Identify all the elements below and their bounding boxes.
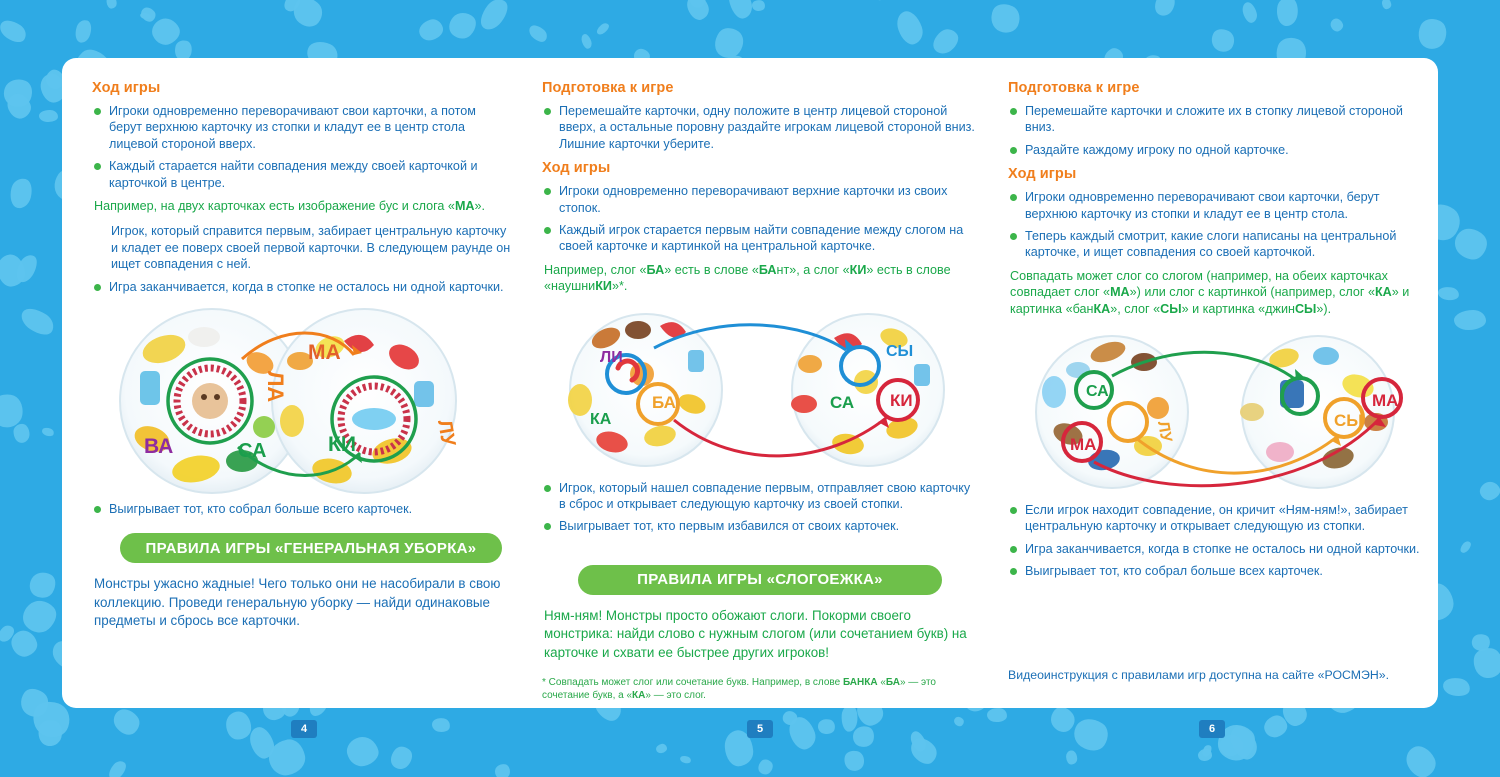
syllable-label: СА <box>830 392 855 412</box>
section-heading: Ход игры <box>542 160 611 177</box>
syllable-label: МА <box>308 341 341 365</box>
footnote: * Совпадать может слог или сочетание букв. Например, в слове БАНКА «БА» — это сочетание букв, а «КА» — это слог. <box>542 677 936 702</box>
bubble-shape <box>1458 539 1473 554</box>
list-item: Игроки одновременно переворачивают верхние карточки из своих стопок. <box>542 183 978 216</box>
bubble-shape <box>1477 479 1500 503</box>
list-item: Игроки одновременно переворачивают свои карточки, берут верхнюю карточку из стопки и кладут ее в центр стола. <box>1008 189 1422 222</box>
bubble-shape <box>73 19 94 45</box>
bubble-shape <box>726 0 755 21</box>
bullet-list <box>1008 189 1422 261</box>
list-item: Раздайте каждому игроку по одной карточке. <box>1008 142 1422 158</box>
bubble-shape <box>893 8 926 47</box>
list-item: Игра заканчивается, когда в стопке не осталось ни одной карточки. <box>1008 541 1422 557</box>
list-item: Игроки одновременно переворачивают свои карточки, а потом берут верхнюю карточку из стопки и кладут ее в центр стола лицевой стороной вверх. <box>92 103 512 152</box>
syllable-label: МА <box>1070 435 1097 455</box>
list-item: Перемешайте карточки, одну положите в центр лицевой стороной вверх, а остальные поровну раздайте игрокам лицевой стороной вниз. Лишние карточки уберите. <box>542 103 978 152</box>
page-column-5 <box>528 72 992 735</box>
section-heading: Подготовка к игре <box>542 80 674 96</box>
syllable-label: СЫ <box>886 342 914 360</box>
bubble-shape <box>1442 676 1472 699</box>
syllable-label: КИ <box>328 433 356 457</box>
illustration-generalnaya-uborka <box>92 301 512 501</box>
page-number: 4 <box>291 720 317 738</box>
rules-intro: Монстры ужасно жадные! Чего только они не насобирали в свою коллекцию. Проведи генеральную уборку — найди одинаковые предметы и сбрось все карточки. <box>94 576 501 629</box>
bubble-shape <box>1329 17 1345 34</box>
bubble-shape <box>41 426 55 437</box>
bullet-list-continued <box>92 279 512 295</box>
bubble-shape <box>751 0 766 12</box>
syllable-label: СА <box>1086 383 1109 401</box>
bubble-shape <box>106 758 129 777</box>
bubble-shape <box>952 715 965 728</box>
bubble-shape <box>417 17 445 43</box>
bubble-shape <box>1381 0 1392 10</box>
section-heading: Ход игры <box>1008 166 1077 183</box>
syllable-label: КИ <box>890 390 913 410</box>
bubble-shape <box>1208 26 1238 56</box>
page-column-4 <box>80 72 528 735</box>
page-column-6 <box>992 72 1432 735</box>
bubble-shape <box>386 743 416 773</box>
bubble-shape <box>39 110 58 123</box>
bubble-shape <box>1437 285 1459 301</box>
list-item: Теперь каждый смотрит, какие слоги написаны на центральной карточке, и ищет совпадения со своей карточкой. <box>1008 228 1422 261</box>
bullet-list <box>542 103 978 152</box>
bubble-shape <box>25 567 60 602</box>
bubble-shape <box>226 712 251 740</box>
bubble-shape <box>842 749 865 773</box>
bubble-shape <box>928 25 962 58</box>
bubble-shape <box>444 7 481 44</box>
bubble-shape <box>1454 310 1487 331</box>
bubble-shape <box>1151 0 1179 19</box>
bubble-shape <box>1066 750 1077 764</box>
bubble-shape <box>17 303 58 340</box>
bubble-shape <box>7 176 34 210</box>
bullet-list <box>1008 103 1422 158</box>
illustration-nyam-nyam <box>1008 326 1422 502</box>
instruction-booklet-spread <box>62 58 1438 735</box>
syllable-label: ЛИ <box>600 348 623 366</box>
bubble-shape <box>526 22 550 45</box>
list-item: Если игрок находит совпадение, он кричит «Ням-ням!», забирает центральную карточку и открывает следующую из стопки. <box>1008 502 1422 535</box>
bubble-shape <box>987 707 1007 722</box>
syllable-label: МА <box>1372 391 1399 411</box>
bubble-shape <box>14 424 30 443</box>
bubble-shape <box>1472 647 1500 679</box>
bubble-shape <box>679 755 691 765</box>
bubble-shape <box>1198 749 1212 762</box>
list-item: Выигрывает тот, кто собрал больше всех карточек. <box>1008 563 1422 579</box>
example-note: Совпадать может слог со слогом (например, на обеих карточках совпадает слог «МА») или слог с картинкой (например, слог «КА» и картинка «банКА», слог «СЫ» и картинка «джинСЫ»). <box>1010 268 1410 316</box>
list-item: Выигрывает тот, кто первым избавился от своих карточек. <box>542 518 978 534</box>
example-note: Например, слог «БА» есть в слове «БАнт», а слог «КИ» есть в слове «наушниКИ»*. <box>544 262 951 294</box>
bubble-shape <box>344 734 381 770</box>
video-instruction-note: Видеоинструкция с правилами игр доступна на сайте «РОСМЭН». <box>1008 668 1389 682</box>
syllable-label: ЛУ <box>433 418 460 449</box>
rules-banner-slogoezhka: ПРАВИЛА ИГРЫ «СЛОГОЕЖКА» <box>578 565 942 595</box>
bubble-shape <box>1413 14 1450 53</box>
bubble-shape <box>494 763 511 777</box>
rules-intro: Ням-ням! Монстры просто обожают слоги. Покорми своего монстрика: найди слово с нужным слогом (или сочетанием букв) на карточке и схвати ее быстрее других игроков! <box>544 607 967 660</box>
section-heading: Подготовка к игре <box>1008 80 1140 96</box>
syllable-label: ВА <box>144 435 174 459</box>
syllable-label: ЛА <box>263 371 288 403</box>
bullet-list-below-illustration <box>542 480 978 535</box>
list-item: Каждый игрок старается первым найти совпадение между слогом на своей карточке и картинкой на центральной карточке. <box>542 222 978 255</box>
bubble-shape <box>986 0 1023 37</box>
list-item: Перемешайте карточки и сложите их в стопку лицевой стороной вниз. <box>1008 103 1422 136</box>
bubble-shape <box>106 0 117 9</box>
paragraph: Игрок, который справится первым, забирает центральную карточку и кладет ее поверх своей первой карточки. В следующем раунде он ищет совпадения с ней. <box>111 224 511 272</box>
section-heading: Ход игры <box>92 80 161 96</box>
bubble-shape <box>0 16 29 47</box>
syllable-label: ЛУ <box>1154 419 1175 444</box>
rules-banner-generalnaya-uborka: ПРАВИЛА ИГРЫ «ГЕНЕРАЛЬНАЯ УБОРКА» <box>120 533 502 563</box>
bubble-shape <box>1240 1 1259 25</box>
bubble-shape <box>431 717 451 734</box>
list-item: Каждый старается найти совпадения между своей карточкой и карточкой в центре. <box>92 158 512 191</box>
list-item: Выигрывает тот, кто собрал больше всего карточек. <box>92 501 512 517</box>
list-item: Игрок, который нашел совпадение первым, отправляет свою карточку в сброс и открывает следующую карточку из своей стопки. <box>542 480 978 513</box>
illustration-slogoezhka <box>542 304 978 480</box>
bubble-shape <box>817 717 836 735</box>
bubble-shape <box>655 743 668 754</box>
bubble-shape <box>475 0 512 34</box>
list-item: Игра заканчивается, когда в стопке не осталось ни одной карточки. <box>92 279 512 295</box>
syllable-label: СА <box>238 440 267 463</box>
bullet-list <box>92 103 512 191</box>
bubble-shape <box>874 0 887 1</box>
page-number: 6 <box>1199 720 1225 738</box>
bubble-shape <box>684 0 712 23</box>
page-number: 5 <box>747 720 773 738</box>
syllable-label: СЫ <box>1334 411 1363 431</box>
bullet-list <box>542 183 978 255</box>
bubble-shape <box>595 22 611 37</box>
bubble-shape <box>755 757 776 777</box>
bubble-shape <box>1402 741 1440 777</box>
bubble-shape <box>109 704 144 739</box>
example-note: Например, на двух карточках есть изображение бус и слога «МА». <box>94 199 486 214</box>
bubble-shape <box>1275 0 1300 27</box>
bullet-list-below-illustration <box>1008 502 1422 580</box>
bubble-shape <box>580 33 593 50</box>
bubble-shape <box>287 0 327 32</box>
syllable-label: КА <box>590 410 612 428</box>
bullet-list-below-illustration <box>92 501 512 517</box>
syllable-label: БА <box>652 392 676 412</box>
